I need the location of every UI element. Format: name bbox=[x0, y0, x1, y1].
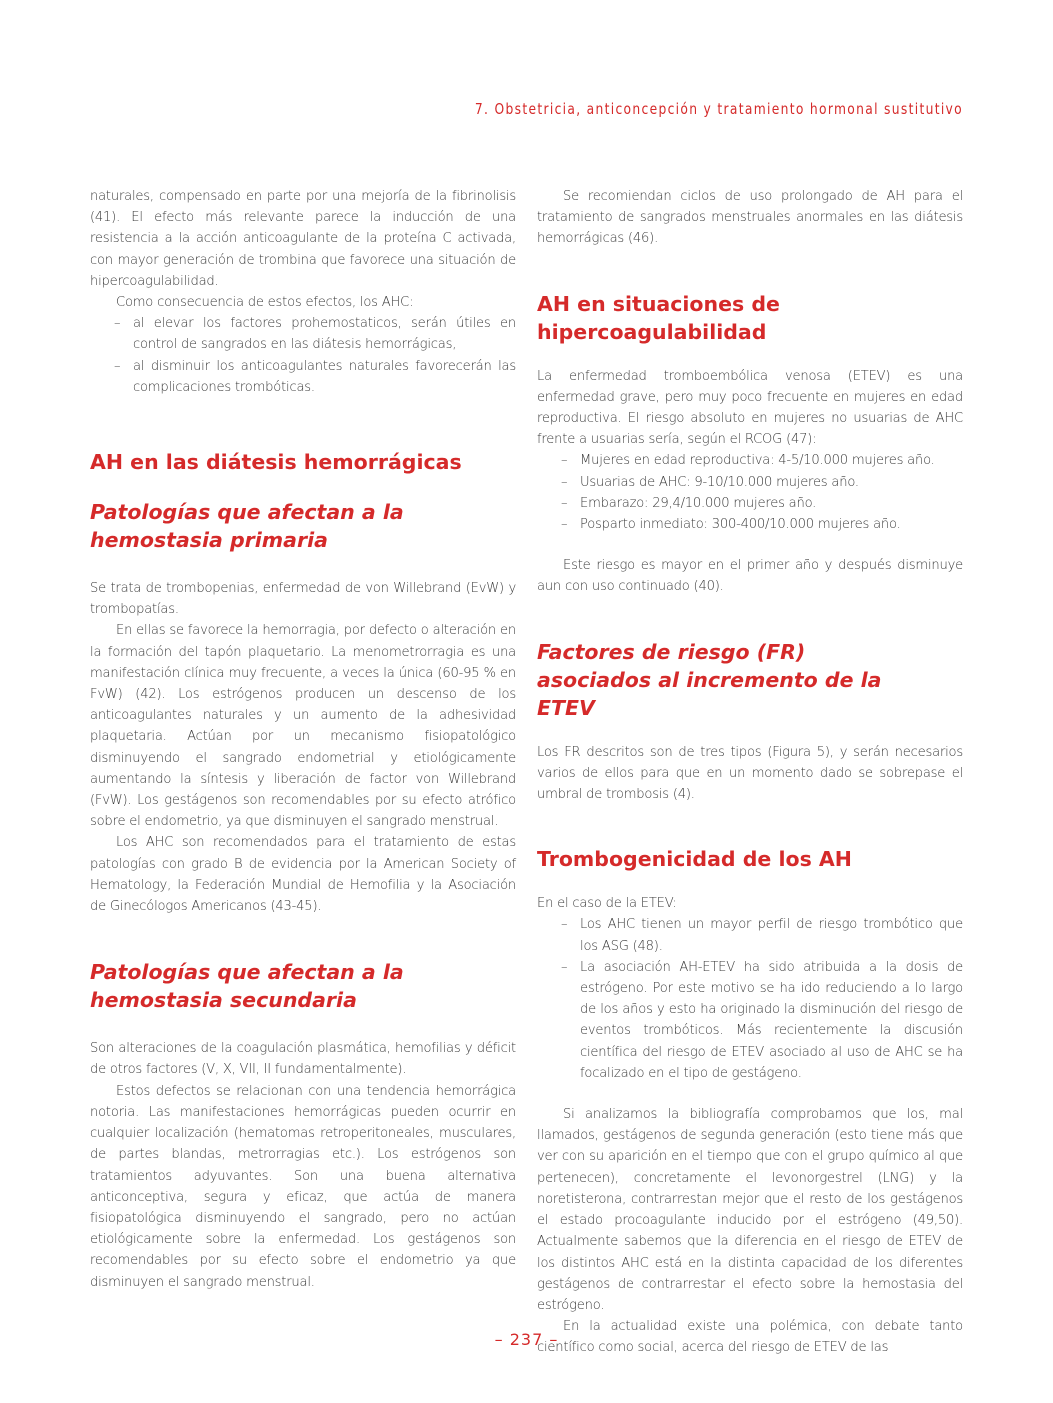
section-heading: AH en situaciones de hipercoagulabilidad bbox=[537, 291, 780, 344]
paragraph: Como consecuencia de estos efectos, los AHC: bbox=[116, 295, 414, 311]
list-item: – Los AHC tienen un mayor perfil de riesgo trombótico que los ASG (48). bbox=[537, 914, 963, 956]
paragraph: Estos defectos se relacionan con una tendencia hemorrágica notoria. Las manifestaciones hemorrágicas pueden ocurrir en cualquier localización (hematomas retroperitoneales, musculares, de partes blandas, metrorragias etc.). Los estrógenos son tratamientos adyuvantes. Son una buena alternativa anticonceptiva, segura y eficaz, que actúa de manera fisiopatológica disminuyendo el sangrado, pero no actúan etiológicamente sobre la enfermedad. Los gestágenos son recomendables por su efecto sobre el endometrio ya que disminuyen el sangrado menstrual. bbox=[90, 1083, 516, 1290]
paragraph: Si analizamos la bibliografía comprobamos que los, mal llamados, gestágenos de segunda generación (esto tiene más que ver con su aparición en el tiempo que con el grupo químico al que pertenecen), concretamente el levonorgestrel (LNG) y la noretisterona, contrarrestan mejor que el resto de los gestágenos el estado procoagulante inducido por el estrógeno (49,50). Actualmente sabemos que la diferencia en el riesgo de ETEV de los distintos AHC está en la distinta capacidad de los diferentes gestágenos de contrarrestar el efecto sobre la hemostasia del estrógeno. bbox=[537, 1107, 963, 1313]
list-item: – Mujeres en edad reproductiva: 4-5/10.000 mujeres año. bbox=[537, 450, 963, 471]
dash-list bbox=[537, 450, 963, 535]
paragraph: Los FR descritos son de tres tipos (Figura 5), y serán necesarios varios de ellos para que en un momento dado se sobrepase el umbral de trombosis (4). bbox=[537, 744, 963, 803]
right-column bbox=[537, 186, 963, 1359]
list-item: – al disminuir los anticoagulantes naturales favorecerán las complicaciones trombóticas. bbox=[90, 356, 516, 398]
paragraph: En la actualidad existe una polémica, con debate tanto científico como social, acerca del riesgo de ETEV de las bbox=[537, 1319, 963, 1356]
list-item: – Embarazo: 29,4/10.000 mujeres año. bbox=[537, 493, 963, 514]
section-heading: AH en las diátesis hemorrágicas bbox=[90, 450, 462, 475]
running-header: 7. Obstetricia, anticoncepción y tratamiento hormonal sustitutivo bbox=[474, 100, 963, 118]
paragraph: La enfermedad tromboembólica venosa (ETEV) es una enfermedad grave, pero muy poco frecuente en mujeres en edad reproductiva. El riesgo absoluto en mujeres no usuarias de AHC frente a usuarias sería, según el RCOG (47): bbox=[537, 368, 963, 448]
paragraph: En el caso de la ETEV: bbox=[537, 896, 677, 912]
list-item: – La asociación AH-ETEV ha sido atribuida a la dosis de estrógeno. Por este motivo se ha ido reduciendo a lo largo de los años y esto ha originado la disminución del riesgo de eventos trombóticos. Más recientemente la discusión científica del riesgo de ETEV asociado al uso de AHC se ha focalizado en el tipo de gestágeno. bbox=[537, 957, 963, 1084]
left-column bbox=[90, 186, 516, 1293]
subsection-heading: Factores de riesgo (FR) asociados al incremento de la ETEV bbox=[537, 639, 882, 720]
list-item: – Usuarias de AHC: 9-10/10.000 mujeres año. bbox=[537, 472, 963, 493]
paragraph: naturales, compensado en parte por una mejoría de la fibrinolisis (41). El efecto más relevante parece la inducción de una resistencia a la acción anticoagulante de la proteína C activada, con mayor generación de trombina que favorece una situación de hipercoagulabilidad. bbox=[90, 189, 516, 289]
paragraph: En ellas se favorece la hemorragia, por defecto o alteración en la formación del tapón plaquetario. La menometrorragia es una manifestación clínica muy frecuente, a veces la única (60-95 % en FvW) (42). Los estrógenos producen un descenso de los anticoagulantes naturales y un aumento de la adhesividad plaquetaria. Actúan por un mecanismo fisiopatológico disminuyendo el sangrado endometrial y etiológicamente aumentando la síntesis y liberación de factor von Willebrand (FvW). Los gestágenos son recomendables por su efecto atrófico sobre el endometrio, ya que disminuyen el sangrado menstrual. bbox=[90, 623, 516, 830]
paragraph: Los AHC son recomendados para el tratamiento de estas patologías con grado B de evidencia por la American Society of Hematology, la Federación Mundial de Hemofilia y la Asociación de Ginecólogos Americanos (43-45). bbox=[90, 835, 516, 915]
page-number: – 237 – bbox=[494, 1330, 559, 1349]
list-item: – al elevar los factores prohemostaticos, serán útiles en control de sangrados en las diátesis hemorrágicas, bbox=[90, 313, 516, 355]
dash-list bbox=[90, 313, 516, 398]
dash-list bbox=[537, 914, 963, 1084]
paragraph: Se trata de trombopenias, enfermedad de von Willebrand (EvW) y trombopatías. bbox=[90, 581, 516, 618]
subsection-heading: Patologías que afectan a la hemostasia primaria bbox=[90, 500, 404, 553]
section-heading: Trombogenicidad de los AH bbox=[537, 847, 852, 872]
paragraph: Este riesgo es mayor en el primer año y después disminuye aun con uso continuado (40). bbox=[537, 558, 963, 595]
subsection-heading: Patologías que afectan a la hemostasia secundaria bbox=[90, 960, 404, 1013]
paragraph: Son alteraciones de la coagulación plasmática, hemofilias y déficit de otros factores (V, X, VII, II fundamentalmente). bbox=[90, 1041, 516, 1078]
paragraph: Se recomiendan ciclos de uso prolongado de AH para el tratamiento de sangrados menstruales anormales en las diátesis hemorrágicas (46). bbox=[537, 189, 963, 247]
list-item: – Posparto inmediato: 300-400/10.000 mujeres año. bbox=[537, 514, 963, 535]
